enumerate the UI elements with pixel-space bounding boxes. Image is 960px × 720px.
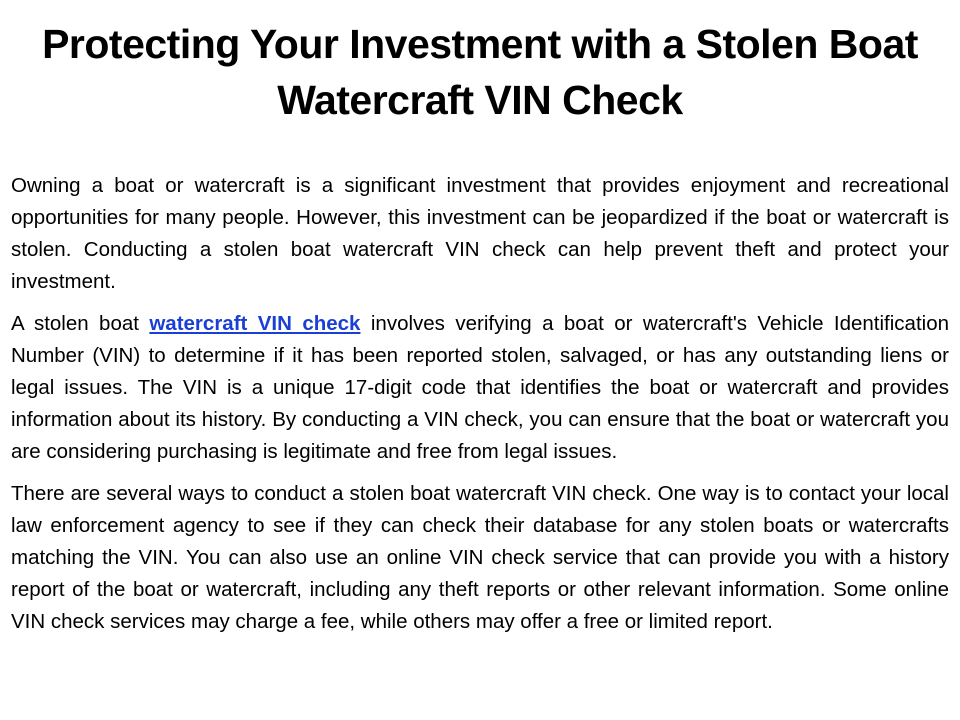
paragraph-methods: There are several ways to conduct a stolen boat watercraft VIN check. One way is to contact your local law enforcement agency to see if they can check their database for any stolen boats or watercrafts matching the VIN. You can also use an online VIN check service that can provide you with a history report of the boat or watercraft, including any theft reports or other relevant information. Some online VIN check services may charge a fee, while others may offer a free or limited report. — [11, 482, 949, 633]
watercraft-vin-check-link[interactable]: watercraft VIN check — [149, 312, 361, 335]
paragraph-intro: Owning a boat or watercraft is a significant investment that provides enjoyment and recreational opportunities for many people. However, this investment can be jeopardized if the boat or watercraft is stolen. Conducting a stolen boat watercraft VIN check can help prevent theft and protect your investment. — [11, 174, 949, 293]
paragraph-text-before-link: A stolen boat — [11, 312, 150, 335]
document-body — [11, 170, 949, 648]
page-title: Protecting Your Investment with a Stolen Boat Watercraft VIN Check — [42, 21, 918, 123]
paragraph-text-after-link: involves verifying a boat or watercraft's Vehicle Identification Number (VIN) to determine if it has been reported stolen, salvaged, or has any outstanding liens or legal issues. The VIN is a unique 17-digit code that identifies the boat or watercraft and provides information about its history. By conducting a VIN check, you can ensure that the boat or watercraft you are considering purchasing is legitimate and free from legal issues. — [11, 312, 949, 463]
paragraph-vin-check — [11, 308, 949, 468]
